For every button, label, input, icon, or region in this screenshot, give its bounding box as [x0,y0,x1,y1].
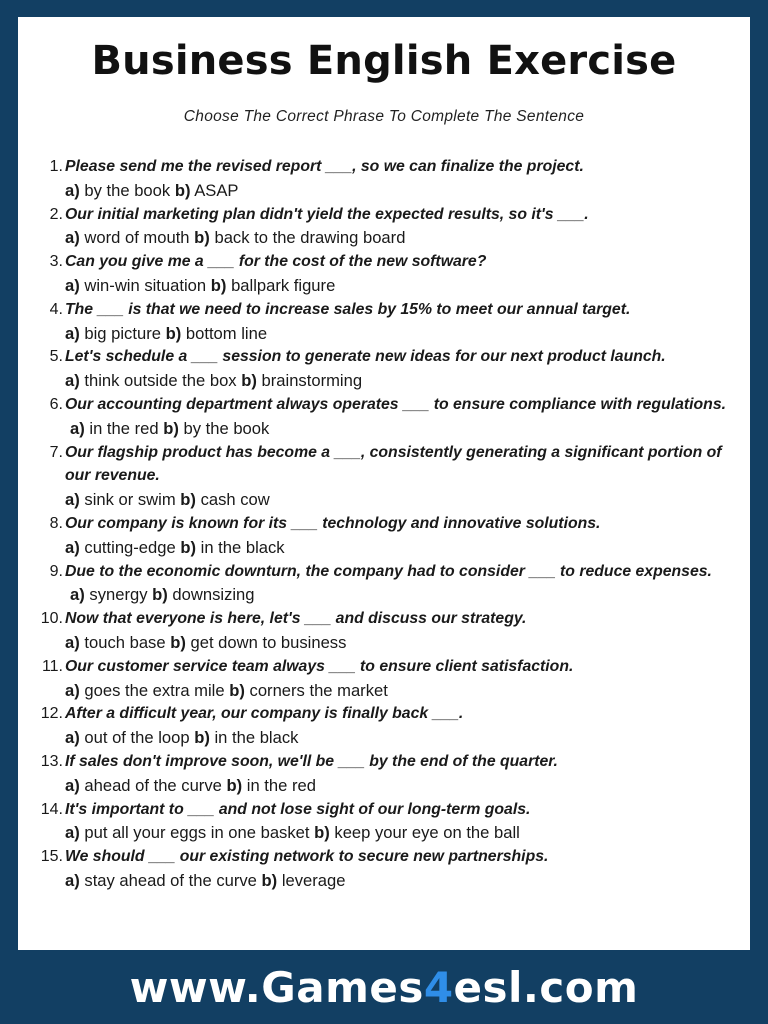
option-a-text: big picture [84,323,161,343]
option-a-text: by the book [84,180,171,200]
option-a-key: a) [65,323,80,343]
option-a-key: a) [70,585,85,605]
option-a-key: a) [65,728,80,748]
option-b-key: b) [229,680,245,700]
question-options [65,774,736,798]
option-b-key: b) [210,275,227,295]
option-b-text: corners the market [249,680,388,700]
question-number: 6. [49,395,63,413]
option-b-key: b) [180,537,197,557]
option-b-key: b) [194,228,210,248]
option-b-key: b) [180,490,196,510]
option-a-text: win-win situation [84,275,207,295]
option-b-text: bottom line [185,323,268,343]
option-a-key: a) [65,275,80,295]
option-b-key: b) [152,585,168,605]
option-a-text: synergy [89,585,148,605]
option-b-key: b) [165,323,182,343]
question-item [18,393,750,441]
question-number: 13. [40,752,63,770]
question-text: Our initial marketing plan didn't yield the expected results, so it's ___. [65,205,589,223]
option-a-text: sink or swim [84,490,176,510]
question-number: 5. [49,348,63,366]
option-a-key: a) [65,870,80,890]
question-number: 12. [40,705,63,723]
question-options [65,726,736,750]
question-options [65,179,736,203]
option-b-text: leverage [281,870,346,890]
question-options [65,369,736,393]
question-number: 15. [40,848,63,866]
question-item [18,655,750,703]
question-number: 3. [49,253,63,271]
option-a-key: a) [65,180,80,200]
question-text: After a difficult year, our company is finally back ___. [65,705,464,723]
question-item [18,203,750,251]
option-b-text: get down to business [190,632,347,652]
option-a-text: cutting-edge [84,537,176,557]
page-title: Business English Exercise [91,38,677,84]
option-a-text: goes the extra mile [84,680,225,700]
question-options [65,417,736,441]
option-a-text: word of mouth [84,228,190,248]
question-text: Please send me the revised report ___, so we can finalize the project. [65,158,584,175]
question-number: 11. [41,657,63,675]
option-a-key: a) [65,775,80,795]
option-b-key: b) [226,775,243,795]
question-options [65,226,736,250]
question-item [18,845,750,893]
question-number: 9. [49,562,63,580]
question-text: We should ___ our existing network to secure new partnerships. [65,848,549,866]
question-options [65,322,736,346]
option-b-text: in the black [214,728,299,748]
question-item [18,155,750,203]
question-item [18,512,750,560]
question-text: Our flagship product has become a ___, consistently generating a significant portion of our revenue. [65,443,722,485]
question-text: Our company is known for its ___ technology and innovative solutions. [65,514,601,532]
question-number: 4. [49,300,63,318]
option-a-key: a) [65,680,80,700]
question-text: It's important to ___ and not lose sight of our long-term goals. [65,800,531,818]
question-options [65,583,736,607]
page-subtitle: Choose The Correct Phrase To Complete The Sentence [183,108,585,125]
option-a-key: a) [65,490,80,510]
question-item [18,750,750,798]
option-b-key: b) [241,371,257,391]
option-b-key: b) [261,870,278,890]
option-b-text: in the red [246,775,316,795]
question-options [65,274,736,298]
option-b-key: b) [194,728,210,748]
question-text: Let's schedule a ___ session to generate new ideas for our next product launch. [65,348,666,366]
question-text: Our accounting department always operates ___ to ensure compliance with regulations. [65,395,727,413]
option-b-text: brainstorming [261,371,363,391]
site-url-banner[interactable] [0,958,768,1018]
site-url-suffix: esl.com [453,963,639,1012]
option-b-text: keep your eye on the ball [334,823,520,843]
question-text: Our customer service team always ___ to ensure client satisfaction. [65,657,574,675]
question-options [65,631,736,655]
option-a-text: in the red [89,418,159,438]
option-b-text: downsizing [172,585,255,605]
question-number: 10. [40,610,63,628]
question-item [18,345,750,393]
question-item [18,798,750,846]
option-b-key: b) [163,418,179,438]
question-options [65,488,736,512]
worksheet-page [18,17,750,950]
question-text: Can you give me a ___ for the cost of the new software? [65,253,487,271]
option-b-text: back to the drawing board [214,228,406,248]
question-number: 8. [49,514,63,532]
question-item [18,298,750,346]
question-text: If sales don't improve soon, we'll be ___ by the end of the quarter. [65,752,558,770]
question-options [65,821,736,845]
site-url-prefix: www.Games [129,963,424,1012]
question-list [18,155,750,893]
question-item [18,560,750,608]
question-item [18,607,750,655]
option-a-text: ahead of the curve [84,775,222,795]
option-b-text: by the book [183,418,270,438]
question-text: The ___ is that we need to increase sales by 15% to meet our annual target. [65,300,631,318]
option-b-key: b) [170,632,186,652]
option-a-text: touch base [84,632,166,652]
option-a-key: a) [65,371,80,391]
question-item [18,702,750,750]
option-a-key: a) [70,418,85,438]
option-a-text: stay ahead of the curve [84,870,257,890]
question-number: 1. [49,158,63,175]
option-b-key: b) [314,823,330,843]
question-item [18,441,750,512]
question-options [65,536,736,560]
question-options [65,679,736,703]
question-options [65,869,736,893]
option-a-text: put all your eggs in one basket [84,823,310,843]
option-b-text: ASAP [194,180,239,200]
question-number: 14. [40,800,63,818]
site-url-accent: 4 [423,963,454,1012]
option-b-text: cash cow [200,490,270,510]
option-a-key: a) [65,537,80,557]
question-number: 2. [49,205,63,223]
option-a-key: a) [65,228,80,248]
option-b-text: in the black [200,537,285,557]
option-a-text: think outside the box [84,371,237,391]
question-number: 7. [49,443,63,461]
question-text: Now that everyone is here, let's ___ and discuss our strategy. [65,610,527,628]
option-a-key: a) [65,823,80,843]
question-text: Due to the economic downturn, the company had to consider ___ to reduce expenses. [65,562,712,580]
option-a-text: out of the loop [84,728,190,748]
option-a-key: a) [65,632,80,652]
option-b-key: b) [174,180,191,200]
question-item [18,250,750,298]
option-b-text: ballpark figure [231,275,336,295]
